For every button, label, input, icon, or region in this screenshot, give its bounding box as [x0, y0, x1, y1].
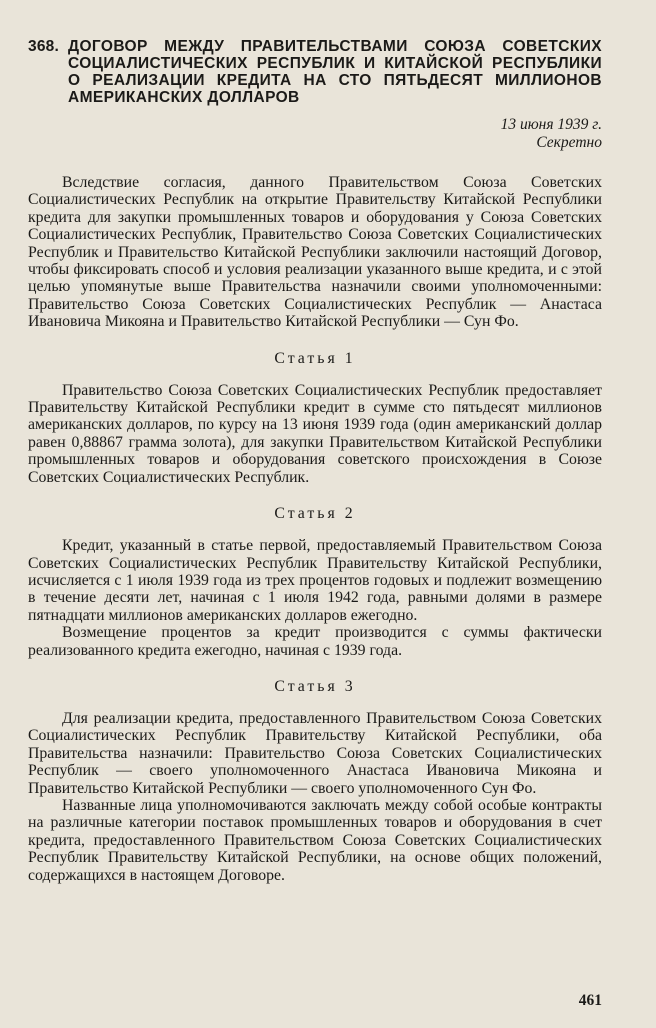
article-1 [28, 350, 602, 486]
article-heading: Статья 3 [274, 677, 356, 695]
preamble: Вследствие согласия, данного Правительством Союза Советских Социалистических Республик на открытие Правительству Китайской Республики кредита для закупки промышленных товаров и оборудования у Союза Советских Социалистических Республик, Правительство Союза Советских Социалистических Республик и Правительство Китайской Республики заключили настоящий Договор, чтобы фиксировать способ и условия реализации указанного выше кредита, и с этой целью упомянутые выше Правительства назначили своими уполномоченными: Правительство Союза Советских Социалистических Республик — Анастаса Ивановича Микояна и Правительство Китайской Республики — Сун Фо. [28, 174, 602, 331]
article-heading: Статья 2 [274, 505, 356, 523]
article-paragraph: Возмещение процентов за кредит производится с суммы фактически реализованного кредита ежегодно, начиная с 1939 года. [28, 624, 602, 659]
article-paragraph: Кредит, указанный в статье первой, предоставляемый Правительством Союза Советских Социалистических Республик Правительству Китайской Республики, исчисляется с 1 июля 1939 года из трех процентов годовых и подлежит возмещению в течение десяти лет, начиная с 1 июля 1942 года, равными долями в размере пятнадцати миллионов американских долларов ежегодно. [28, 537, 602, 624]
article-heading: Статья 1 [274, 349, 356, 367]
article-paragraph: Названные лица уполномочиваются заключать между собой особые контракты на различные категории поставок промышленных товаров и оборудования в счет кредита, предоставленного Правительством Союза Советских Социалистических Республик Правительству Китайской Республики, на основе общих положений, содержащихся в настоящем Договоре. [28, 796, 602, 884]
article-2 [28, 505, 602, 659]
document-meta [28, 116, 602, 152]
page-number: 461 [578, 992, 602, 1009]
document-title: ДОГОВОР МЕЖДУ ПРАВИТЕЛЬСТВАМИ СОЮЗА СОВЕТСКИХ СОЦИАЛИСТИЧЕСКИХ РЕСПУБЛИК И КИТАЙСКОЙ РЕСПУБЛИКИ О РЕАЛИЗАЦИИ КРЕДИТА НА СТО ПЯТЬДЕСЯТ МИЛЛИОНОВ АМЕРИКАНСКИХ ДОЛЛАРОВ [68, 38, 602, 106]
classification-mark: Секретно [536, 134, 602, 151]
article-paragraph: Правительство Союза Советских Социалистических Республик предоставляет Правительству Китайской Республики кредит в сумме сто пятьдесят миллионов американских долларов, по курсу на 13 июня 1939 года (один американский доллар равен 0,88867 грамма золота), для закупки Правительством Китайской Республики промышленных товаров и оборудования советского происхождения в Союзе Советских Социалистических Республик. [28, 381, 602, 486]
title-block [28, 38, 602, 106]
document-number: 368. [28, 38, 59, 55]
article-paragraph: Для реализации кредита, предоставленного Правительством Союза Советских Социалистических Республик Правительству Китайской Республики, оба Правительства назначили: Правительство Союза Советских Социалистических Республик — своего уполномоченного Анастаса Ивановича Микояна и Правительство Китайской Республики — своего уполномоченного Сун Фо. [28, 709, 602, 797]
article-3 [28, 678, 602, 884]
document-date: 13 июня 1939 г. [500, 116, 602, 133]
